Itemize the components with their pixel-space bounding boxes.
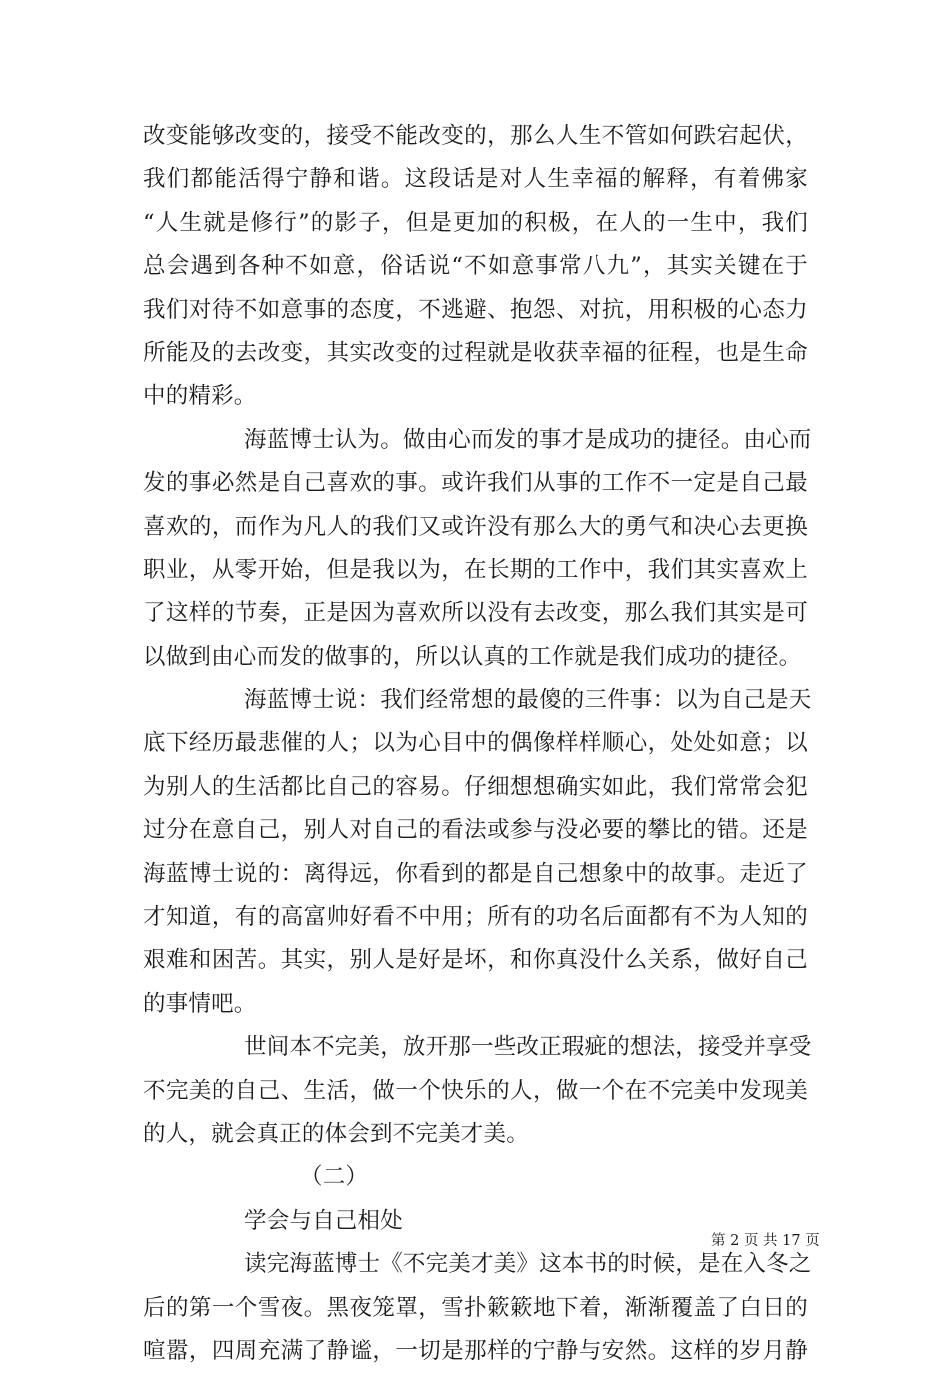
section-title: 学会与自己相处 [244, 1207, 403, 1234]
text-line: 的人，就会真正的体会到不完美才美。 [143, 1120, 529, 1147]
text-line: 所能及的去改变，其实改变的过程就是收获幸福的征程，也是生命 [143, 339, 808, 366]
paragraph-5 [143, 1243, 812, 1373]
text-line: 中的精彩。 [143, 383, 257, 410]
paragraph-2 [143, 419, 812, 679]
paragraph-4 [143, 1026, 812, 1156]
text-line: 改变能够改变的，接受不能改变的，那么人生不管如何跌宕起伏， [143, 123, 808, 149]
text-line: 喜欢的，而作为凡人的我们又或许没有那么大的勇气和决心去更换 [143, 513, 808, 540]
text-line: 世间本不完美，放开那一些改正瑕疵的想法，接受并享受 [244, 1034, 812, 1061]
text-line: 过分在意自己，别人对自己的看法或参与没必要的攀比的错。还是 [143, 817, 808, 844]
text-line: 我们都能活得宁静和谐。这段话是对人生幸福的解释，有着佛家 [143, 166, 808, 193]
text-line: 我们对待不如意事的态度，不逃避、抱怨、对抗，用积极的心态力 [143, 296, 808, 323]
text-line: 不完美的自己、生活，做一个快乐的人，做一个在不完美中发现美 [143, 1077, 808, 1104]
text-line: 职业，从零开始，但是我以为，在长期的工作中，我们其实喜欢上 [143, 556, 808, 583]
text-line: “人生就是修行”的影子，但是更加的积极，在人的一生中，我们 [143, 209, 808, 236]
text-line: 喧嚣，四周充满了静谧，一切是那样的宁静与安然。这样的岁月静 [143, 1337, 808, 1364]
section-marker: （二） [300, 1164, 369, 1191]
text-line: 读完海蓝博士《不完美才美》这本书的时候，是在入冬之 [244, 1251, 812, 1278]
text-line: 的事情吧。 [143, 990, 257, 1017]
text-line: 以做到由心而发的做事的，所以认真的工作就是我们成功的捷径。 [143, 643, 802, 670]
text-line: 海蓝博士认为。做由心而发的事才是成功的捷径。由心而 [244, 426, 812, 453]
text-line: 为别人的生活都比自己的容易。仔细想想确实如此，我们常常会犯 [143, 773, 808, 800]
paragraph-3 [143, 679, 812, 1026]
text-line: 了这样的节奏，正是因为喜欢所以没有去改变，那么我们其实是可 [143, 600, 808, 627]
text-line: 海蓝博士说：我们经常想的最傻的三件事：以为自己是天 [244, 687, 812, 714]
text-line: 海蓝博士说的：离得远，你看到的都是自己想象中的故事。走近了 [143, 860, 808, 887]
text-line: 底下经历最悲催的人；以为心目中的偶像样样顺心，处处如意；以 [143, 730, 808, 757]
text-line: 艰难和困苦。其实，别人是好是坏，和你真没什么关系，做好自己 [143, 947, 808, 974]
text-line: 发的事必然是自己喜欢的事。或许我们从事的工作不一定是自己最 [143, 470, 808, 497]
paragraph-1 [143, 115, 808, 419]
text-line: 后的第一个雪夜。黑夜笼罩，雪扑簌簌地下着，渐渐覆盖了白日的 [143, 1294, 808, 1321]
text-line: 总会遇到各种不如意，俗话说“不如意事常八九”，其实关键在于 [143, 253, 808, 280]
body-text [143, 115, 812, 1373]
text-line: 才知道，有的高富帅好看不中用；所有的功名后面都有不为人知的 [143, 904, 808, 931]
page-number-footer: 第 2 页 共 17 页 [711, 1233, 820, 1249]
